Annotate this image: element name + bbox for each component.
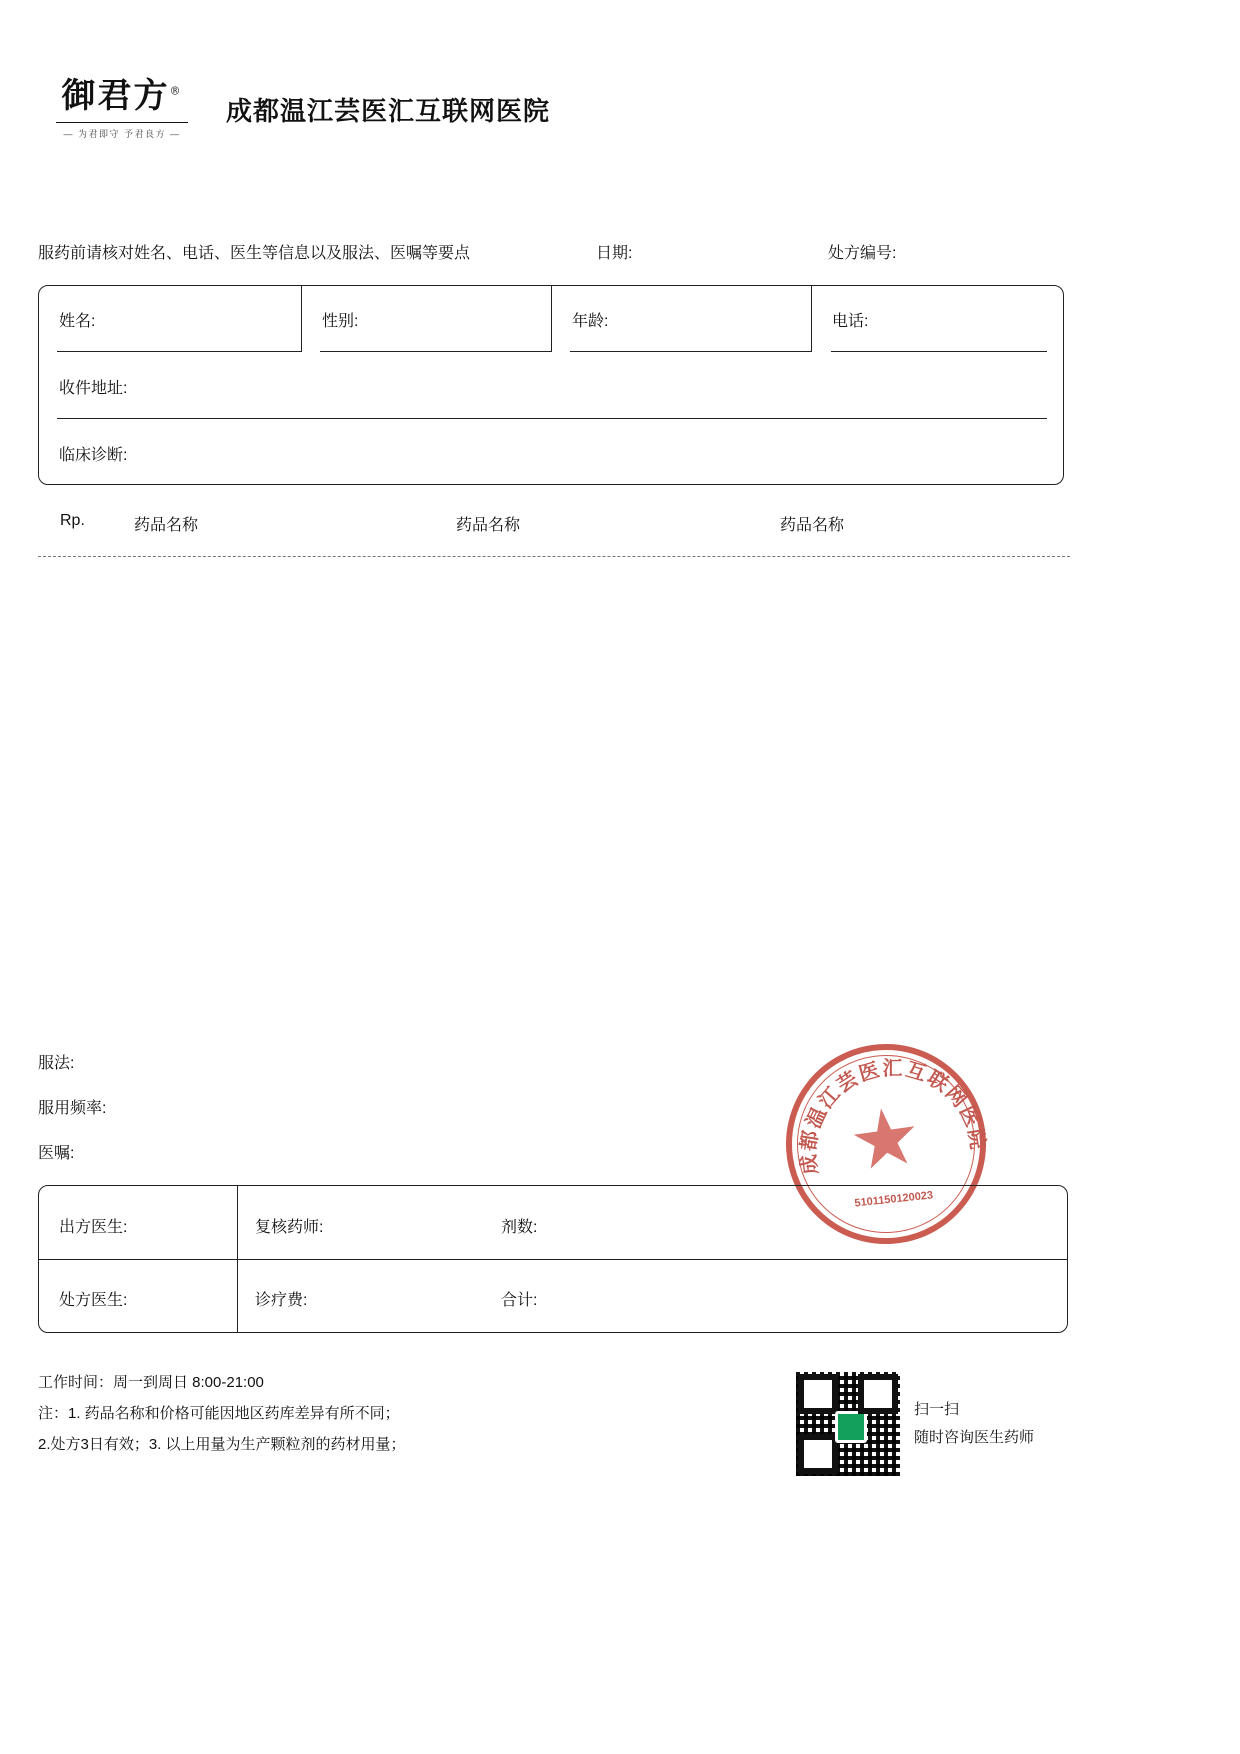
footer-note-1: 注：1. 药品名称和价格可能因地区药库差异有所不同； (38, 1404, 400, 1422)
prescription-number-label: 处方编号: (828, 245, 897, 262)
consultation-fee-field[interactable] (255, 1287, 307, 1310)
delivery-address-field[interactable] (39, 353, 1063, 419)
qr-center-logo-icon (835, 1411, 867, 1443)
gender-underline (320, 351, 552, 352)
total-amount-field[interactable] (501, 1287, 537, 1310)
signature-box (38, 1185, 1068, 1333)
document-header (52, 78, 550, 140)
patient-row-diagnosis (39, 420, 1063, 486)
patient-row-address (39, 353, 1063, 419)
patient-info-box (38, 285, 1064, 485)
brand-logo (52, 78, 192, 140)
usage-frequency-row[interactable] (38, 1095, 106, 1118)
logo-wordmark (62, 78, 183, 115)
signature-row-divider (39, 1259, 1067, 1260)
logo-divider (56, 122, 188, 123)
verify-notice-text: 服药前请核对姓名、电话、医生等信息以及服法、医嘱等要点 (38, 245, 471, 262)
logo-tagline: — 为君即守 予君良方 — (63, 129, 181, 140)
doctor-advice-row[interactable] (38, 1140, 106, 1163)
usage-method-label: 服法: (38, 1055, 75, 1072)
delivery-address-label: 收件地址: (59, 379, 128, 397)
drug-name-column-3-header: 药品名称 (780, 517, 845, 534)
prescribing-doctor-label: 处方医生: (59, 1292, 128, 1309)
qr-section (796, 1372, 1034, 1476)
dose-count-field[interactable] (501, 1214, 537, 1237)
dose-count-label: 剂数: (501, 1219, 538, 1236)
rp-label: Rp. (60, 512, 85, 529)
review-pharmacist-field[interactable] (255, 1214, 323, 1237)
usage-frequency-label: 服用频率: (38, 1100, 107, 1117)
issuing-doctor-label: 出方医生: (59, 1219, 128, 1236)
usage-method-row[interactable] (38, 1050, 106, 1073)
drug-name-column-1-header: 药品名称 (134, 517, 199, 534)
address-underline (57, 418, 1047, 419)
issuing-doctor-field[interactable] (59, 1214, 127, 1237)
qr-code[interactable] (796, 1372, 900, 1476)
date-label: 日期: (596, 245, 633, 262)
patient-row-basic (39, 286, 1063, 352)
footer-notes (38, 1368, 406, 1460)
consultation-fee-label: 诊疗费: (255, 1292, 308, 1309)
drug-name-column-2-header: 药品名称 (456, 517, 521, 534)
total-amount-label: 合计: (501, 1292, 538, 1309)
registered-mark-icon: ® (169, 84, 183, 98)
patient-phone-field[interactable] (811, 286, 1063, 352)
patient-phone-label: 电话: (832, 312, 869, 330)
patient-name-label: 姓名: (59, 312, 96, 330)
patient-gender-field[interactable] (301, 286, 551, 352)
prescription-divider (38, 556, 1070, 557)
qr-scan-label: 扫一扫 (914, 1400, 960, 1418)
prescribing-doctor-field[interactable] (59, 1287, 127, 1310)
patient-name-field[interactable] (39, 286, 301, 352)
patient-age-label: 年龄: (572, 312, 609, 330)
seal-code: 5101150120023 (853, 1189, 934, 1210)
hospital-name: 成都温江芸医汇互联网医院 (226, 95, 551, 126)
clinical-diagnosis-label: 临床诊断: (59, 446, 128, 464)
qr-caption (914, 1396, 1034, 1453)
age-underline (570, 351, 812, 352)
usage-block (38, 1050, 106, 1185)
signature-col-divider (237, 1186, 238, 1332)
logo-main-text: 御君方 (61, 76, 170, 116)
footer-note-2: 2.处方3日有效；3. 以上用量为生产颗粒剂的药材用量； (38, 1435, 406, 1453)
clinical-diagnosis-field[interactable] (39, 420, 1063, 486)
review-pharmacist-label: 复核药师: (255, 1219, 324, 1236)
doctor-advice-label: 医嘱: (38, 1145, 75, 1162)
name-underline (57, 351, 301, 352)
qr-consult-label: 随时咨询医生药师 (914, 1429, 1035, 1446)
patient-age-field[interactable] (551, 286, 811, 352)
qr-finder-bottom-left (798, 1434, 838, 1474)
patient-gender-label: 性别: (322, 312, 359, 330)
working-hours: 工作时间：周一到周日 8:00-21:00 (38, 1374, 264, 1391)
svg-text:成都温江芸医汇互联网医院: 成都温江芸医汇互联网医院 (795, 1056, 991, 1176)
phone-underline (831, 351, 1047, 352)
